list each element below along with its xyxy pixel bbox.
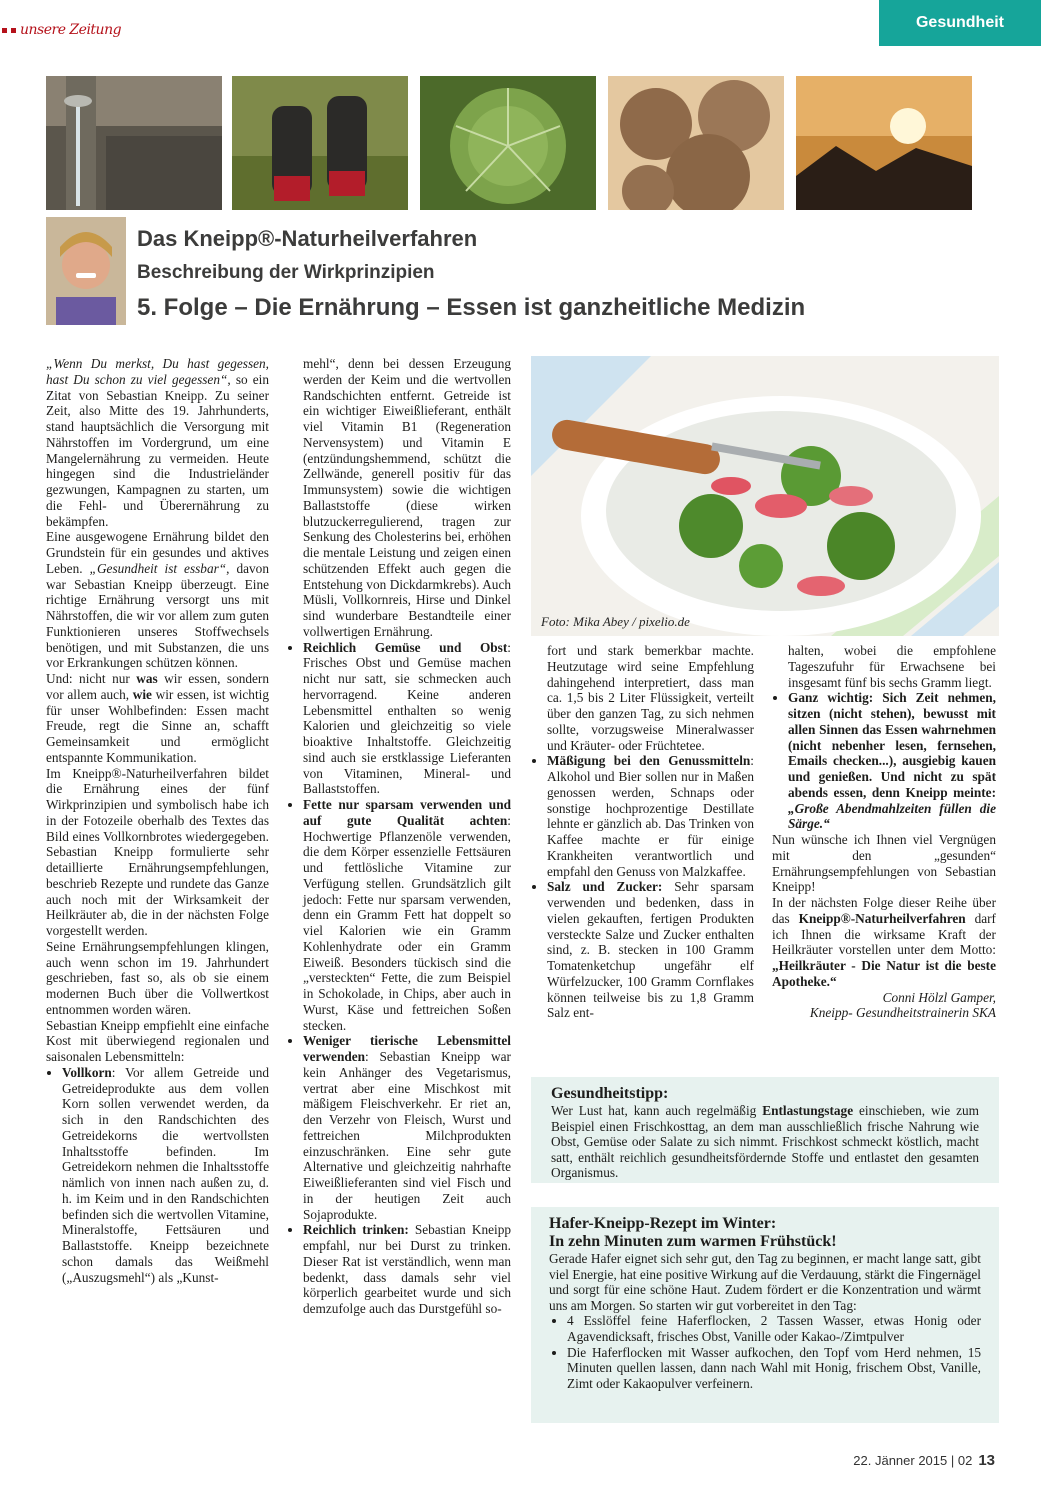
bullet-list <box>531 753 754 1021</box>
photo-mountain-sunrise <box>796 76 972 210</box>
photo-radish-salad <box>531 356 999 636</box>
text-column-4 <box>772 643 996 1021</box>
photo-water-spring <box>46 76 222 210</box>
list-item: • Weniger tierische Lebensmittel verwenden: Sebastian Kneipp war kein Anhänger des Vegetarismus, vertrat aber eine Mischkost mit mäßigem Fleischverkehr. Er riet an, den Verzehr von Fleisch, Wurst und fettreichen Milchprodukten einzuschränken. Eine sehr gute Alternative und gleichzeitig nahrhafte Eiweißlieferanten sind viel Fisch und in der heutigen Zeit auch Sojaprodukte. <box>303 1033 511 1222</box>
bullet-list <box>287 640 511 1317</box>
article-episode: 5. Folge – Die Ernährung – Essen ist ganzheitliche Medizin <box>137 294 806 321</box>
photo-whole-grain-cookies <box>608 76 784 210</box>
list-item: • 4 Esslöffel feine Haferflocken, 2 Tassen Wasser, etwas Honig oder Agavendicksaft, frisches Obst, Vanille oder Kakao-/Zimtpulver <box>567 1313 981 1344</box>
list-item: • Reichlich trinken: Sebastian Kneipp empfahl, nur bei Durst zu trinken. Dieser Rat ist verständlich, wenn man bedenkt, dass damals sehr viel körperlich gearbeitet wurde und sich demzufolge auch das Durstgefühl so- <box>303 1222 511 1317</box>
author-role: Kneipp- Gesundheitstrainerin SKA <box>809 1005 996 1021</box>
brand-logo: unsere Zeitung <box>2 22 121 38</box>
paragraph: Seine Ernährungsempfehlungen klingen, auch wenn schon im 19. Jahrhundert geschrieben, fast so, als ob sie einem modernen Buch über die Vollwertkost entnommen worden wären. <box>46 938 269 1017</box>
recipe-intro: Gerade Hafer eignet sich sehr gut, den Tag zu beginnen, er macht lange satt, gibt viel Energie, hat eine positive Wirkung auf die Verdauung, stärkt die Fingernägel und sorgt für eine schöne Haut. Zudem fördert er die Konzentration und wärmt uns am Morgen. So starten wir gut vorbereitet in den Tag: <box>549 1251 981 1313</box>
list-item: • Fette nur sparsam verwenden und auf gute Qualität achten: Hochwertige Pflanzenöle verwenden, die dem Körper essenzielle Fettsäuren und fettlösliche Vitamine zur Verfügung stellen. Grundsätzlich gilt jedoch: Fette nur sparsam verwenden, denn ein Gramm Fett hat doppelt so viel Kalorien wie ein Gramm Kohlenhydrate oder ein Gramm Eiweiß. Besonders tückisch sind die „versteckten“ Fette, die zum Beispiel in Schokolade, in Chips, aber auch in Wurst, Käse und fettreichen Soßen stecken. <box>303 797 511 1033</box>
page-footer <box>853 1452 995 1469</box>
issue-date: 22. Jänner 2015 | 02 <box>853 1453 973 1468</box>
recipe-subheading: In zehn Minuten zum warmen Frühstück! <box>549 1233 837 1250</box>
article-title: Das Kneipp®-Naturheilverfahren <box>137 226 478 251</box>
photo-lady-mantle-leaf <box>420 76 596 210</box>
bullet-list <box>772 690 996 832</box>
page-number: 13 <box>978 1452 995 1469</box>
recipe-heading: Hafer-Kneipp-Rezept im Winter: <box>549 1215 777 1232</box>
text-column-2 <box>287 356 511 1317</box>
photo-shoes-in-grass <box>232 76 408 210</box>
list-item: • Mäßigung bei den Genussmitteln: Alkohol und Bier sollen nur in Maßen genossen werden, Schnaps oder sonstige hochprozentige Destillate lehnte er gänzlich ab. Das Trinken von Kaffee machte er für einige Krankheiten verantwortlich und empfahl den Genuss von Malzkaffee. <box>547 753 754 879</box>
list-item: • Reichlich Gemüse und Obst: Frisches Obst und Gemüse machen nicht nur satt, sie schmecken auch hervorragend. Keine anderen Lebensmittel enthalten so wenig Kalorien und gleichzeitig so viele bioaktive Inhaltstoffe. Gleichzeitig sind auch sie erstklassige Lieferanten von Vitaminen, Mineral- und Ballaststoffen. <box>303 640 511 798</box>
paragraph: „Wenn Du merkst, Du hast gegessen, hast Du schon zu viel gegessen“, so ein Zitat von Sebastian Kneipp. Zu seiner Zeit, also Mitte des 19. Jahrhunderts, stand hauptsächlich die Versorgung mit Nährstoffen im Vordergrund, um eine Mangelernährung zu vermeiden. Heute hingegen sind die Industrieländer gezwungen, Kampagnen zu starten, um die Fehl- und Überernährung zu bekämpfen. <box>46 356 269 529</box>
list-item: • Ganz wichtig: Sich Zeit nehmen, sitzen (nicht stehen), bewusst mit allen Sinnen das Essen wahrnehmen (nicht nebenher lesen, fernsehen, Emails checken...), ausgiebig kauen und genießen. Und nicht zu spät abends essen, denn Kneipp meinte: „Große Abendmahlzeiten füllen die Särge.“ <box>788 690 996 832</box>
section-tab: Gesundheit <box>879 0 1041 46</box>
paragraph: Im Kneipp®-Naturheilverfahren bildet die Ernährung eines der fünf Wirkprinzipien und symbolisch habe ich in der Fotozeile oberhalb des Textes das Bild eines Vollkornbrotes wiedergegeben. Sebastian Kneipp formulierte sehr detaillierte Ernährungsempfehlungen, beschrieb Rezepte und rundete das Ganze auch noch mit der Wirksamkeit der Heilkräuter ab, die in der nächsten Folge vorgestellt werden. <box>46 765 269 938</box>
recipe-steps <box>549 1313 981 1391</box>
paragraph: Eine ausgewogene Ernährung bildet den Grundstein für ein gesundes und aktives Leben. „Gesundheit ist essbar“, davon war Sebastian Kneipp überzeugt. Eine richtige Ernährung versorgt uns mit Nährstoffen, die wir vor allem zum guten Funktionieren unseres Stoffwechsels benötigen, und mit Substanzen, die uns vor Erkrankungen schützen können. <box>46 529 269 671</box>
article-subtitle: Beschreibung der Wirkprinzipien <box>137 262 435 283</box>
tip-body: Wer Lust hat, kann auch regelmäßig Entlastungstage einschieben, wie zum Beispiel einen Frischkosttag, an dem man ausschließlich frische Nahrung wie Obst, Gemüse oder Salate zu sich nimmt. Frischkost schmeckt köstlich, macht satt, enthält reichlich gesundheitsfördernde Stoffe und entlastet den gesamten Organismus. <box>551 1103 980 1181</box>
recipe-box <box>531 1207 999 1423</box>
bullet-list <box>46 1065 269 1286</box>
paragraph: Sebastian Kneipp empfiehlt eine einfache Kost mit überwiegend regionalen und saisonalen Lebensmitteln: <box>46 1017 269 1064</box>
paragraph: halten, wobei die empfohlene Tageszufuhr für Erwachsene bei insgesamt fünf bis sechs Gramm liegt. <box>788 643 996 690</box>
photo-credit: Foto: Mika Abey / pixelio.de <box>541 614 690 629</box>
list-item: • Salz und Zucker: Sehr sparsam verwenden und bedenken, dass in vielen gekauften, fertigen Produkten versteckte Salze und Zucker enthalten sind, z. B. stecken in 100 Gramm Tomatenketchup ungefähr elf Würfelzucker, 100 Gramm Cornflakes können teilweise bis zu 1,8 Gramm Salz ent- <box>547 879 754 1021</box>
text-column-3 <box>531 643 754 1021</box>
text-column-1 <box>46 356 269 1285</box>
health-tip-box <box>531 1077 999 1183</box>
author-portrait <box>46 217 126 325</box>
author-name: Conni Hölzl Gamper, <box>882 989 996 1005</box>
tip-heading: Gesundheitstipp: <box>551 1085 669 1102</box>
list-item: • Vollkorn: Vor allem Getreide und Getreideprodukte aus dem vollen Korn sollen verwendet werden, da sich in den Randschichten des Getreidekorns die wertvollsten Inhaltsstoffe befinden. Im Getreidekorn nehmen die Inhaltsstoffe nämlich von innen nach außen zu, d. h. im Keim und in den Randschichten befinden sich die wertvollen Vitamine, Mineralstoffe, Fettsäuren und Ballaststoffe. Kneipp bezeichnete schon damals das Weißmehl („Auszugsmehl“) als „Kunst- <box>62 1065 269 1286</box>
paragraph: Nun wünsche ich Ihnen viel Vergnügen mit den „gesunden“ Ernährungsempfehlungen von Sebastian Kneipp! <box>772 832 996 895</box>
list-item: • Die Haferflocken mit Wasser aufkochen, den Topf vom Herd nehmen, 15 Minuten quellen lassen, dann nach Wahl mit Honig, frischem Obst, Vanille, Zimt oder Kakaopulver verfeinern. <box>567 1345 981 1392</box>
paragraph: fort und stark bemerkbar machte. Heutzutage wird seine Empfehlung dahingehend interpretiert, dass man ca. 1,5 bis 2 Liter Flüssigkeit, verteilt über den ganzen Tag, zu sich nehmen sollte, vorzugsweise Mineralwasser und Kräuter- oder Früchtetee. <box>547 643 754 753</box>
paragraph: Und: nicht nur was wir essen, sondern vor allem auch, wie wir essen, ist wichtig für unser Wohlbefinden: Essen macht Freude, regt die Sinne an, schafft Gemeinsamkeit und ermöglicht entspannte Kommunikation. <box>46 671 269 765</box>
paragraph: In der nächsten Folge dieser Reihe über das Kneipp®-Naturheilverfahren darf ich Ihnen die wirksame Kraft der Heilkräuter vorstellen unter dem Motto: „Heilkräuter - Die Natur ist die beste Apotheke.“ <box>772 895 996 989</box>
paragraph: mehl“, denn bei dessen Erzeugung werden der Keim und die wertvollen Randschichten entfernt. Getreide ist ein wichtiger Eiweißlieferant, enthält viel Vitamin B1 (Regeneration Nervensystem) und Vitamin E (entzündungshemmend, schützt die Zellwände, generell positiv für das Immunsystem) sowie die wichtigen Ballaststoffe (diese wirken blutzuckerregulierend, tragen zur Senkung des Cholesterins bei, erhöhen die mentale Leistung und zeigen einen schützenden Effekt auch gegen die Entstehung von Dickdarmkrebs). Auch Müsli, Vollkornreis, Hirse und Dinkel sind wunderbare Bestandteile einer vollwertigen Ernährung. <box>303 356 511 639</box>
